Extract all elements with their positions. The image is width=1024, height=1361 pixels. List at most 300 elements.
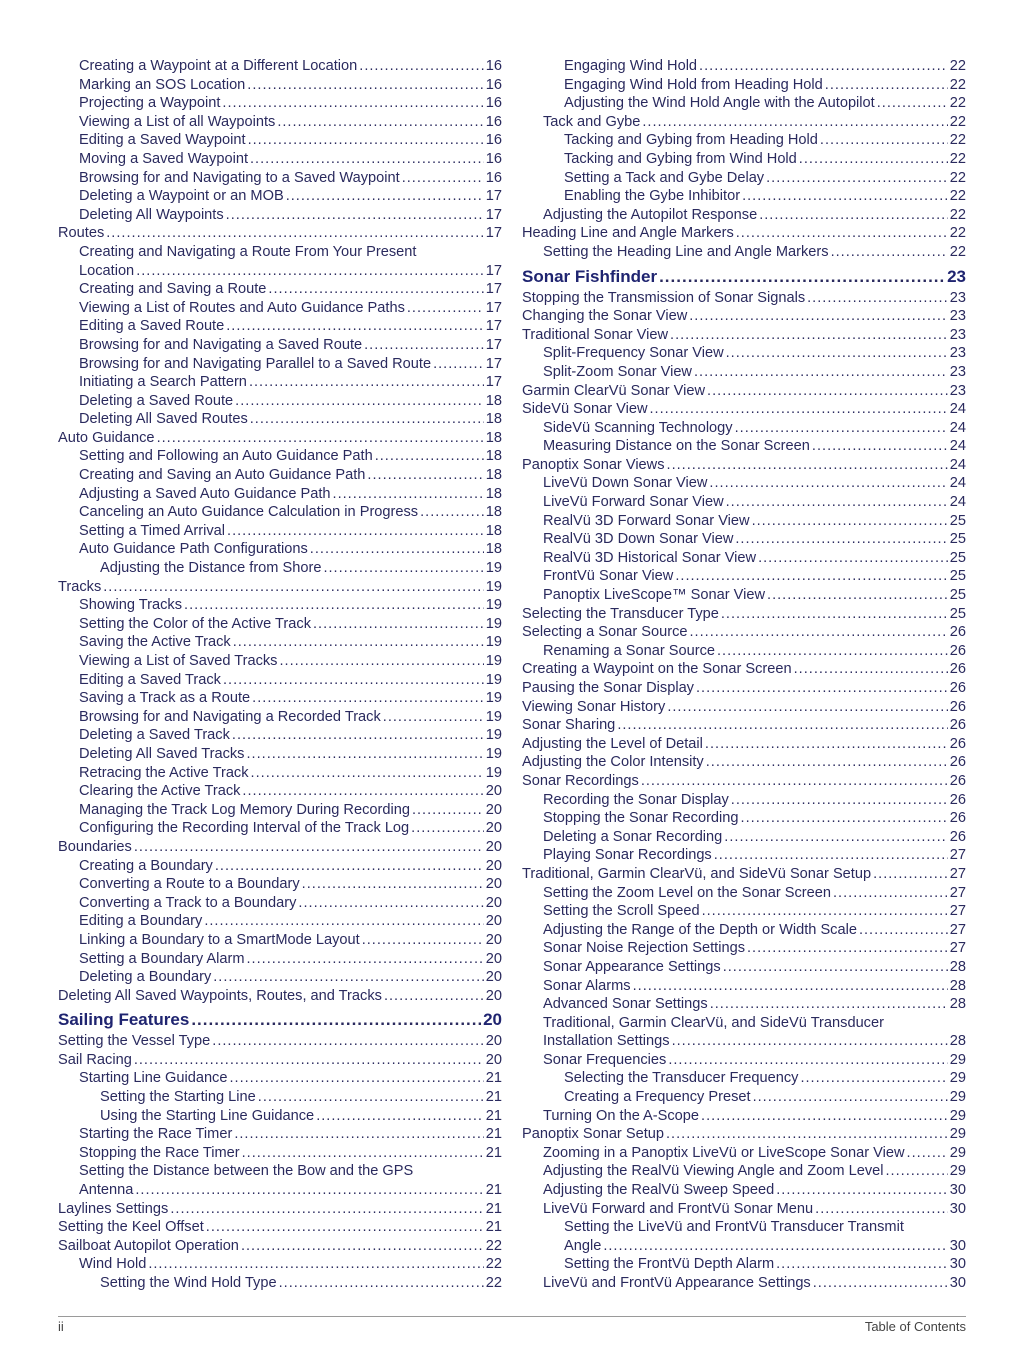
dot-leader xyxy=(812,437,948,456)
toc-page-number: 19 xyxy=(485,671,502,688)
toc-entry-title: Starting Line Guidance xyxy=(79,1070,228,1087)
toc-entry-title: Creating a Waypoint on the Sonar Screen xyxy=(522,661,792,678)
toc-entry[interactable] xyxy=(58,299,502,318)
toc-entry[interactable] xyxy=(58,1032,502,1051)
toc-entry[interactable] xyxy=(522,113,966,132)
toc-entry-title: Sonar Noise Rejection Settings xyxy=(543,940,745,957)
toc-entry[interactable] xyxy=(58,764,502,783)
toc-entry[interactable] xyxy=(58,243,502,280)
toc-page-number: 28 xyxy=(949,1033,966,1050)
toc-entry[interactable] xyxy=(522,549,966,568)
toc-entry[interactable] xyxy=(58,838,502,857)
toc-entry[interactable] xyxy=(58,224,502,243)
toc-entry[interactable] xyxy=(522,902,966,921)
toc-page-number: 23 xyxy=(949,308,966,325)
toc-entry[interactable] xyxy=(522,623,966,642)
toc-page-number: 16 xyxy=(485,58,502,74)
toc-entry[interactable] xyxy=(522,94,966,113)
dot-leader xyxy=(759,206,948,225)
toc-entry[interactable] xyxy=(58,76,502,95)
toc-entry-title: Sonar Sharing xyxy=(522,717,616,734)
toc-entry[interactable] xyxy=(522,698,966,717)
toc-entry-title: Wind Hold xyxy=(79,1256,147,1273)
toc-entry[interactable] xyxy=(522,474,966,493)
toc-page-number: 27 xyxy=(949,865,966,882)
toc-page-number: 24 xyxy=(949,419,966,436)
dot-leader xyxy=(252,689,484,708)
dot-leader xyxy=(135,1181,483,1200)
toc-entry[interactable] xyxy=(58,187,502,206)
dot-leader xyxy=(815,1200,948,1219)
toc-entry-title: Adjusting the Autopilot Response xyxy=(543,206,758,223)
toc-page-number: 23 xyxy=(949,382,966,399)
toc-entry-title: Engaging Wind Hold xyxy=(564,58,698,74)
toc-entry-title: RealVü 3D Historical Sonar View xyxy=(543,549,757,566)
toc-page-number: 25 xyxy=(949,531,966,548)
toc-entry-title: Linking a Boundary to a SmartMode Layout xyxy=(79,931,360,948)
toc-page-number: 22 xyxy=(949,150,966,167)
toc-entry[interactable] xyxy=(58,801,502,820)
toc-entry[interactable] xyxy=(58,633,502,652)
toc-entry[interactable] xyxy=(522,76,966,95)
toc-entry[interactable] xyxy=(58,782,502,801)
dot-leader xyxy=(204,912,483,931)
toc-page-number: 27 xyxy=(949,940,966,957)
toc-entry-title-continued: Angle xyxy=(564,1237,602,1254)
toc-entry[interactable] xyxy=(522,1200,966,1219)
toc-entry-title: Tacking and Gybing from Heading Hold xyxy=(564,132,818,149)
toc-entry[interactable] xyxy=(522,493,966,512)
toc-page-number: 16 xyxy=(485,169,502,186)
toc-entry-title: Setting the Wind Hold Type xyxy=(100,1275,277,1291)
toc-entry[interactable] xyxy=(522,289,966,308)
toc-page-number: 27 xyxy=(949,921,966,938)
toc-entry[interactable] xyxy=(522,150,966,169)
toc-entry-title: Creating and Saving a Route xyxy=(79,281,267,298)
toc-page-number: 19 xyxy=(485,653,502,669)
toc-entry[interactable] xyxy=(58,169,502,188)
toc-entry-title: SideVü Scanning Technology xyxy=(543,419,733,436)
toc-page-number: 21 xyxy=(485,1107,502,1124)
toc-entry[interactable] xyxy=(58,708,502,727)
toc-page-number: 18 xyxy=(485,467,502,484)
dot-leader xyxy=(776,1255,948,1274)
toc-entry[interactable] xyxy=(522,884,966,903)
toc-entry[interactable] xyxy=(58,150,502,169)
toc-entry[interactable] xyxy=(522,1255,966,1274)
dot-leader xyxy=(250,410,484,429)
toc-page-number: 26 xyxy=(949,698,966,715)
toc-entry-title: Enabling the Gybe Inhibitor xyxy=(564,188,741,205)
toc-page-number: 17 xyxy=(485,281,502,298)
dot-leader xyxy=(694,363,948,382)
toc-entry-title: Viewing a List of all Waypoints xyxy=(79,113,276,130)
dot-leader xyxy=(735,530,947,549)
dot-leader xyxy=(877,94,948,113)
toc-entry-title: Setting the LiveVü and FrontVü Transducer Transmit xyxy=(564,1219,904,1236)
toc-page-number: 20 xyxy=(485,950,502,967)
toc-page-number: 24 xyxy=(949,401,966,418)
toc-entry-title: Auto Guidance xyxy=(58,429,155,446)
dot-leader xyxy=(617,716,947,735)
toc-entry-title: Sailboat Autopilot Operation xyxy=(58,1237,239,1254)
toc-page-number: 16 xyxy=(485,132,502,149)
toc-entry[interactable] xyxy=(58,485,502,504)
toc-entry[interactable] xyxy=(58,522,502,541)
toc-entry[interactable] xyxy=(522,1144,966,1163)
dot-leader xyxy=(251,764,484,783)
toc-entry[interactable] xyxy=(58,1162,502,1199)
toc-page-number: 19 xyxy=(485,727,502,744)
dot-leader xyxy=(103,578,484,597)
toc-entry[interactable] xyxy=(522,437,966,456)
toc-entry[interactable] xyxy=(522,1051,966,1070)
dot-leader xyxy=(313,615,484,634)
toc-entry[interactable] xyxy=(522,660,966,679)
dot-leader xyxy=(766,169,948,188)
toc-entry-title: Configuring the Recording Interval of the Track Log xyxy=(79,820,410,837)
toc-entry[interactable] xyxy=(58,57,502,76)
toc-entry[interactable] xyxy=(522,846,966,865)
toc-page-number: 18 xyxy=(485,392,502,409)
dot-leader xyxy=(279,1274,484,1293)
toc-entry-title: Setting the Heading Line and Angle Markers xyxy=(543,243,829,260)
dot-leader xyxy=(333,485,484,504)
toc-entry-title: Sonar Appearance Settings xyxy=(543,958,721,975)
toc-entry-title: Tack and Gybe xyxy=(543,113,641,130)
toc-entry[interactable] xyxy=(522,642,966,661)
footer-divider xyxy=(58,1316,966,1317)
toc-entry[interactable] xyxy=(58,987,502,1006)
toc-entry[interactable] xyxy=(522,400,966,419)
toc-page-number: 26 xyxy=(949,754,966,771)
toc-entry[interactable] xyxy=(522,995,966,1014)
toc-entry[interactable] xyxy=(58,410,502,429)
toc-page-number: 20 xyxy=(485,1033,502,1050)
dot-leader xyxy=(690,623,948,642)
toc-entry[interactable] xyxy=(522,326,966,345)
toc-section-heading[interactable] xyxy=(58,1008,502,1032)
toc-page-number: 22 xyxy=(949,76,966,93)
toc-page-number: 22 xyxy=(485,1275,502,1291)
toc-entry[interactable] xyxy=(58,726,502,745)
toc-entry[interactable] xyxy=(522,865,966,884)
toc-page-number: 21 xyxy=(485,1070,502,1087)
toc-page-number: 18 xyxy=(485,485,502,502)
toc-entry[interactable] xyxy=(522,772,966,791)
toc-entry-title: Adjusting the Wind Hold Angle with the Autopilot xyxy=(564,95,875,112)
toc-entry[interactable] xyxy=(58,968,502,987)
toc-page-number: 18 xyxy=(485,522,502,539)
dot-leader xyxy=(215,857,484,876)
toc-entry[interactable] xyxy=(58,94,502,113)
toc-entry[interactable] xyxy=(58,113,502,132)
toc-page-number: 22 xyxy=(949,206,966,223)
toc-entry-title: Pausing the Sonar Display xyxy=(522,680,694,696)
toc-entry[interactable] xyxy=(522,206,966,225)
toc-entry[interactable] xyxy=(522,586,966,605)
toc-entry[interactable] xyxy=(58,280,502,299)
toc-page-number: 17 xyxy=(485,374,502,391)
dot-leader xyxy=(310,540,484,559)
toc-entry[interactable] xyxy=(522,828,966,847)
dot-leader xyxy=(242,782,483,801)
dot-leader xyxy=(206,1218,484,1237)
toc-entry[interactable] xyxy=(522,307,966,326)
toc-entry[interactable] xyxy=(58,206,502,225)
toc-entry[interactable] xyxy=(522,1162,966,1181)
dot-leader xyxy=(873,865,948,884)
dot-leader xyxy=(701,1107,948,1126)
toc-entry-title: Browsing for and Navigating Parallel to a Saved Route xyxy=(79,355,432,372)
toc-entry[interactable] xyxy=(58,596,502,615)
toc-entry[interactable] xyxy=(522,187,966,206)
toc-entry-title: Browsing for and Navigating a Saved Route xyxy=(79,336,363,353)
toc-page-number: 24 xyxy=(949,438,966,455)
toc-entry[interactable] xyxy=(58,317,502,336)
toc-entry-title: Starting the Race Timer xyxy=(79,1126,233,1143)
toc-entry[interactable] xyxy=(522,605,966,624)
toc-entry[interactable] xyxy=(58,1200,502,1219)
toc-page-number: 27 xyxy=(949,884,966,901)
toc-page-number: 23 xyxy=(949,345,966,362)
toc-entry[interactable] xyxy=(58,1051,502,1070)
toc-entry[interactable] xyxy=(58,689,502,708)
toc-page-number: 26 xyxy=(949,828,966,845)
dot-leader xyxy=(758,549,948,568)
dot-leader xyxy=(668,1051,947,1070)
toc-entry[interactable] xyxy=(58,392,502,411)
toc-entry[interactable] xyxy=(522,939,966,958)
toc-page-number: 24 xyxy=(949,456,966,473)
toc-entry[interactable] xyxy=(522,1014,966,1051)
toc-entry-title: Garmin ClearVü Sonar View xyxy=(522,382,706,399)
dot-leader xyxy=(364,336,484,355)
toc-entry-title: Projecting a Waypoint xyxy=(79,95,221,112)
toc-entry[interactable] xyxy=(58,1144,502,1163)
toc-page-number: 27 xyxy=(949,847,966,864)
toc-entry[interactable] xyxy=(58,559,502,578)
toc-page-number: 30 xyxy=(949,1237,966,1254)
toc-entry-title: Adjusting a Saved Auto Guidance Path xyxy=(79,485,331,502)
toc-entry[interactable] xyxy=(522,169,966,188)
toc-entry[interactable] xyxy=(522,456,966,475)
toc-entry[interactable] xyxy=(58,1125,502,1144)
toc-entry[interactable] xyxy=(522,419,966,438)
toc-entry-title: Setting the Keel Offset xyxy=(58,1219,204,1236)
toc-entry[interactable] xyxy=(58,912,502,931)
toc-entry[interactable] xyxy=(58,1255,502,1274)
toc-entry[interactable] xyxy=(58,540,502,559)
toc-page-number: 19 xyxy=(485,634,502,651)
toc-entry-title: Editing a Boundary xyxy=(79,913,203,930)
toc-entry[interactable] xyxy=(522,735,966,754)
toc-entry[interactable] xyxy=(58,503,502,522)
dot-leader xyxy=(670,326,948,345)
toc-page-number: 19 xyxy=(485,690,502,707)
toc-entry[interactable] xyxy=(522,131,966,150)
toc-entry[interactable] xyxy=(58,1069,502,1088)
toc-entry[interactable] xyxy=(58,429,502,448)
toc-entry-title: Setting the Vessel Type xyxy=(58,1033,211,1050)
toc-entry-title: Adjusting the Level of Detail xyxy=(522,735,703,752)
toc-entry[interactable] xyxy=(522,344,966,363)
toc-entry-title: Converting a Track to a Boundary xyxy=(79,894,297,911)
toc-entry-title: Recording the Sonar Display xyxy=(543,791,729,808)
toc-page-number: 22 xyxy=(949,95,966,112)
toc-entry[interactable] xyxy=(522,243,966,262)
toc-entry[interactable] xyxy=(522,921,966,940)
toc-entry-title: Boundaries xyxy=(58,838,132,855)
toc-entry[interactable] xyxy=(522,1218,966,1255)
toc-entry-title: Adjusting the Color Intensity xyxy=(522,754,704,771)
toc-entry-title: Tracks xyxy=(58,578,102,595)
toc-entry-title: Sail Racing xyxy=(58,1051,132,1068)
dot-leader xyxy=(800,1069,947,1088)
toc-entry-title: Adjusting the Distance from Shore xyxy=(100,560,322,577)
toc-entry-title: Deleting All Waypoints xyxy=(79,206,224,223)
toc-entry-title: Stopping the Race Timer xyxy=(79,1144,240,1161)
toc-entry[interactable] xyxy=(522,1069,966,1088)
dot-leader xyxy=(666,1125,948,1144)
toc-page-number: 22 xyxy=(949,169,966,186)
toc-entry[interactable] xyxy=(522,382,966,401)
toc-entry[interactable] xyxy=(522,809,966,828)
dot-leader xyxy=(234,1125,483,1144)
toc-entry[interactable] xyxy=(522,224,966,243)
toc-entry[interactable] xyxy=(522,977,966,996)
toc-entry[interactable] xyxy=(522,1088,966,1107)
toc-entry[interactable] xyxy=(58,745,502,764)
toc-entry[interactable] xyxy=(58,373,502,392)
toc-page-number: 29 xyxy=(949,1107,966,1124)
toc-entry[interactable] xyxy=(522,1107,966,1126)
toc-entry[interactable] xyxy=(522,567,966,586)
toc-entry[interactable] xyxy=(522,1181,966,1200)
toc-left-column xyxy=(58,57,502,1293)
toc-entry[interactable] xyxy=(58,466,502,485)
dot-leader xyxy=(723,958,948,977)
dot-leader xyxy=(226,206,484,225)
toc-entry-title: Heading Line and Angle Markers xyxy=(522,225,734,242)
toc-entry-title: Viewing a List of Saved Tracks xyxy=(79,653,278,669)
dot-leader xyxy=(286,187,484,206)
toc-entry[interactable] xyxy=(58,355,502,374)
toc-entry[interactable] xyxy=(58,1237,502,1256)
dot-leader xyxy=(367,466,483,485)
toc-entry-title: Setting the FrontVü Depth Alarm xyxy=(564,1256,775,1273)
toc-entry-title: Auto Guidance Path Configurations xyxy=(79,541,308,558)
toc-entry[interactable] xyxy=(522,958,966,977)
dot-leader xyxy=(752,512,948,531)
toc-entry-title: Advanced Sonar Settings xyxy=(543,996,708,1013)
toc-entry[interactable] xyxy=(58,578,502,597)
toc-page-number: 19 xyxy=(485,615,502,632)
dot-leader xyxy=(277,113,483,132)
dot-leader xyxy=(233,633,484,652)
dot-leader xyxy=(227,522,484,541)
toc-entry[interactable] xyxy=(58,131,502,150)
toc-entry[interactable] xyxy=(522,716,966,735)
toc-entry-title: Sonar Recordings xyxy=(522,772,639,789)
dot-leader xyxy=(170,1200,483,1219)
toc-page-number: 23 xyxy=(949,289,966,306)
toc-section-heading[interactable] xyxy=(522,265,966,289)
toc-entry-title: Editing a Saved Waypoint xyxy=(79,132,246,149)
toc-entry-title: Managing the Track Log Memory During Recording xyxy=(79,801,410,818)
toc-entry[interactable] xyxy=(58,652,502,671)
footer-page-number: ii xyxy=(58,1319,64,1334)
toc-entry-title: Saving a Track as a Route xyxy=(79,690,251,707)
toc-entry[interactable] xyxy=(522,1274,966,1293)
toc-entry[interactable] xyxy=(522,791,966,810)
toc-entry-title: Creating and Saving an Auto Guidance Path xyxy=(79,467,366,484)
toc-entry[interactable] xyxy=(58,1088,502,1107)
dot-leader xyxy=(134,1051,484,1070)
toc-entry[interactable] xyxy=(58,857,502,876)
dot-leader xyxy=(767,586,948,605)
toc-entry[interactable] xyxy=(522,512,966,531)
toc-entry[interactable] xyxy=(58,1218,502,1237)
toc-entry[interactable] xyxy=(58,1274,502,1293)
toc-page-number: 17 xyxy=(485,336,502,353)
toc-entry-title: Converting a Route to a Boundary xyxy=(79,876,300,893)
toc-entry[interactable] xyxy=(58,336,502,355)
toc-entry[interactable] xyxy=(58,931,502,950)
dot-leader xyxy=(799,150,948,169)
toc-entry[interactable] xyxy=(58,819,502,838)
toc-entry[interactable] xyxy=(58,875,502,894)
toc-entry[interactable] xyxy=(58,1107,502,1126)
toc-entry[interactable] xyxy=(522,530,966,549)
toc-entry-title: Setting the Distance between the Bow and the GPS xyxy=(79,1163,414,1180)
toc-entry[interactable] xyxy=(522,1125,966,1144)
toc-entry[interactable] xyxy=(58,894,502,913)
toc-entry-title: Stopping the Sonar Recording xyxy=(543,810,739,827)
toc-page-number: 21 xyxy=(485,1200,502,1217)
toc-page-number: 29 xyxy=(949,1051,966,1068)
toc-entry-title: Deleting a Saved Route xyxy=(79,392,234,409)
toc-entry[interactable] xyxy=(58,671,502,690)
dot-leader xyxy=(907,1144,948,1163)
dot-leader xyxy=(672,1032,948,1051)
toc-entry-title: Sailing Features xyxy=(58,1010,190,1030)
toc-entry-title: Retracing the Active Track xyxy=(79,764,249,781)
toc-page-number: 29 xyxy=(949,1163,966,1180)
toc-entry[interactable] xyxy=(58,950,502,969)
toc-page-number: 19 xyxy=(485,764,502,781)
dot-leader xyxy=(223,671,484,690)
dot-leader xyxy=(742,187,948,206)
toc-entry[interactable] xyxy=(58,615,502,634)
dot-leader xyxy=(249,373,484,392)
toc-page-number: 30 xyxy=(949,1256,966,1273)
toc-entry[interactable] xyxy=(522,679,966,698)
toc-entry[interactable] xyxy=(522,57,966,76)
dot-leader xyxy=(709,474,947,493)
toc-entry-title: Showing Tracks xyxy=(79,597,183,614)
toc-entry[interactable] xyxy=(522,753,966,772)
toc-entry[interactable] xyxy=(58,447,502,466)
dot-leader xyxy=(235,392,484,411)
toc-entry-title: Engaging Wind Hold from Heading Hold xyxy=(564,76,823,93)
dot-leader xyxy=(726,493,948,512)
toc-entry-title: Saving the Active Track xyxy=(79,634,231,651)
toc-entry-title: Adjusting the RealVü Viewing Angle and Zoom Level xyxy=(543,1163,884,1180)
dot-leader xyxy=(375,447,484,466)
toc-page-number: 17 xyxy=(485,299,502,316)
toc-entry[interactable] xyxy=(522,363,966,382)
